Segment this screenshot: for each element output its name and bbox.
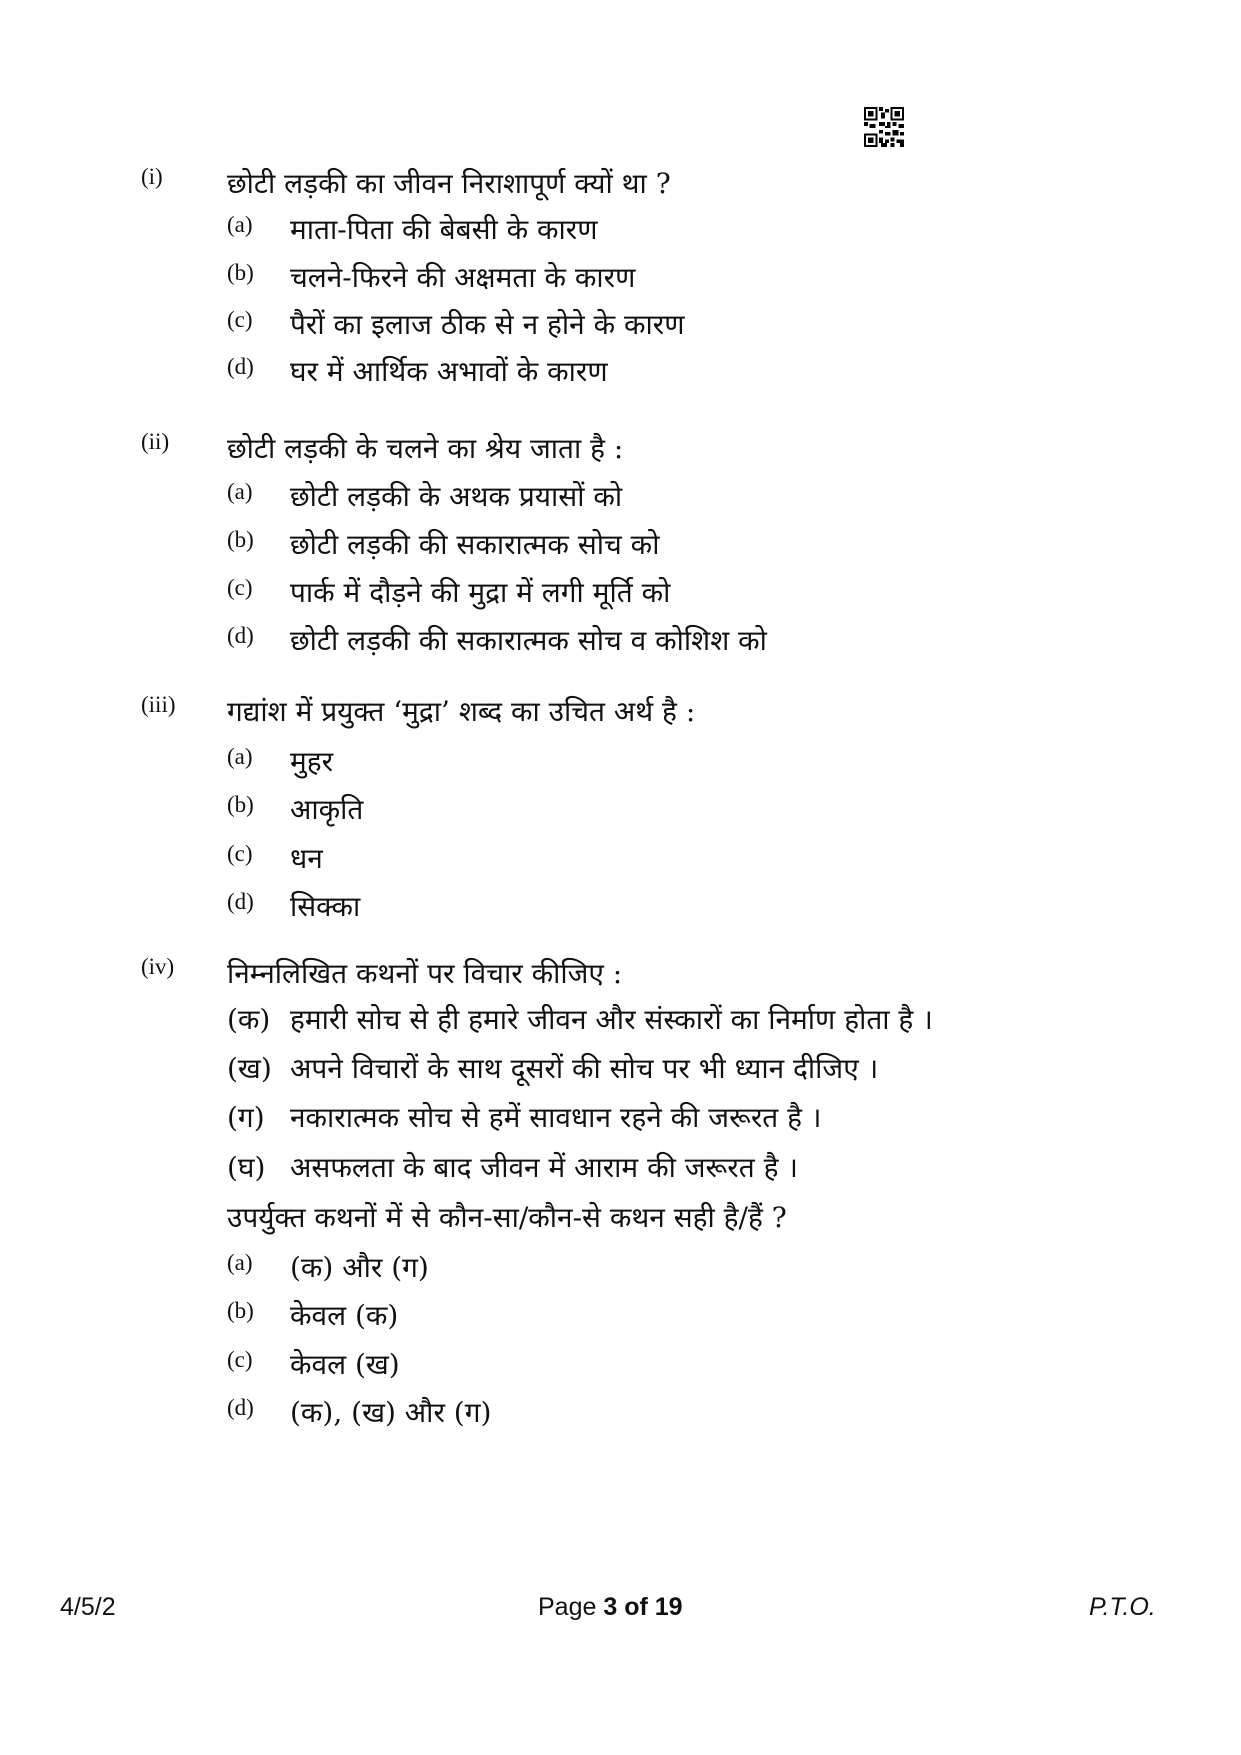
statement-ka bbox=[227, 1000, 1227, 1040]
option-text: घर में आर्थिक अभावों के कारण bbox=[290, 355, 608, 388]
option-label: (c) bbox=[227, 841, 253, 866]
page-prefix: Page bbox=[538, 1593, 597, 1621]
option-text: छोटी लड़की की सकारात्मक सोच व कोशिश को bbox=[290, 624, 767, 657]
question-stem: गद्यांश में प्रयुक्त ‘मुद्रा’ शब्द का उचित अर्थ है : bbox=[227, 695, 696, 728]
question-number: (iv) bbox=[141, 954, 175, 979]
question-number: (iii) bbox=[141, 692, 176, 717]
statement-label: (घ) bbox=[227, 1151, 266, 1184]
statement-text: असफलता के बाद जीवन में आराम की जरूरत है । bbox=[290, 1151, 798, 1184]
option-label: (a) bbox=[227, 212, 253, 237]
option-a bbox=[227, 210, 1127, 250]
option-text: (क), (ख) और (ग) bbox=[290, 1396, 492, 1429]
option-c bbox=[227, 1345, 1127, 1385]
statement-text: नकारात्मक सोच से हमें सावधान रहने की जरूरत है । bbox=[290, 1101, 822, 1134]
statement-kha bbox=[227, 1049, 1227, 1089]
option-text: केवल (क) bbox=[290, 1299, 399, 1332]
option-b bbox=[227, 1296, 1127, 1336]
option-text: पार्क में दौड़ने की मुद्रा में लगी मूर्ति को bbox=[290, 576, 671, 609]
option-text: पैरों का इलाज ठीक से न होने के कारण bbox=[290, 308, 685, 341]
option-label: (a) bbox=[227, 744, 253, 769]
qr-code-icon bbox=[864, 107, 904, 147]
option-text: आकृति bbox=[290, 793, 364, 826]
question-stem: निम्नलिखित कथनों पर विचार कीजिए : bbox=[227, 957, 623, 990]
option-text: धन bbox=[290, 842, 323, 875]
question-prompt: उपर्युक्त कथनों में से कौन-सा/कौन-से कथन सही है/हैं ? bbox=[227, 1201, 787, 1234]
statement-text: अपने विचारों के साथ दूसरों की सोच पर भी ध्यान दीजिए । bbox=[290, 1052, 879, 1085]
page-total: 19 bbox=[654, 1593, 683, 1621]
option-text: चलने-फिरने की अक्षमता के कारण bbox=[290, 261, 636, 294]
question-number: (i) bbox=[141, 164, 163, 189]
option-c bbox=[227, 839, 1127, 879]
option-d bbox=[227, 352, 1127, 392]
option-label: (b) bbox=[227, 527, 254, 552]
pto-label: P.T.O. bbox=[1089, 1593, 1156, 1621]
question-stem: छोटी लड़की के चलने का श्रेय जाता है : bbox=[227, 432, 624, 465]
option-text: मुहर bbox=[290, 745, 334, 778]
statement-gha bbox=[227, 1148, 1227, 1188]
option-label: (d) bbox=[227, 1395, 254, 1420]
option-a bbox=[227, 1248, 1127, 1288]
page-indicator bbox=[538, 1593, 683, 1622]
option-c bbox=[227, 573, 1127, 613]
option-c bbox=[227, 305, 1127, 345]
page-number: 3 bbox=[603, 1593, 618, 1621]
statement-label: (ग) bbox=[227, 1101, 265, 1134]
option-text: केवल (ख) bbox=[290, 1348, 400, 1381]
option-b bbox=[227, 790, 1127, 830]
option-label: (b) bbox=[227, 260, 254, 285]
option-d bbox=[227, 887, 1127, 927]
statement-ga bbox=[227, 1098, 1227, 1138]
option-label: (d) bbox=[227, 889, 254, 914]
option-label: (d) bbox=[227, 354, 254, 379]
page-of: of bbox=[624, 1593, 648, 1621]
option-b bbox=[227, 525, 1127, 565]
option-d bbox=[227, 1393, 1127, 1433]
statement-label: (क) bbox=[227, 1003, 271, 1036]
statement-label: (ख) bbox=[227, 1052, 272, 1085]
question-stem: छोटी लड़की का जीवन निराशापूर्ण क्यों था ? bbox=[227, 167, 671, 200]
option-text: सिक्का bbox=[290, 890, 361, 923]
option-d bbox=[227, 621, 1127, 661]
option-a bbox=[227, 742, 1127, 782]
option-label: (a) bbox=[227, 1250, 253, 1275]
option-label: (d) bbox=[227, 623, 254, 648]
option-b bbox=[227, 258, 1127, 298]
option-text: छोटी लड़की की सकारात्मक सोच को bbox=[290, 528, 660, 561]
question-number: (ii) bbox=[141, 429, 170, 454]
option-label: (a) bbox=[227, 479, 253, 504]
option-label: (c) bbox=[227, 307, 253, 332]
option-text: (क) और (ग) bbox=[290, 1251, 429, 1284]
option-text: माता-पिता की बेबसी के कारण bbox=[290, 213, 598, 246]
option-a bbox=[227, 477, 1127, 517]
statement-text: हमारी सोच से ही हमारे जीवन और संस्कारों का निर्माण होता है । bbox=[290, 1003, 933, 1036]
option-label: (b) bbox=[227, 1298, 254, 1323]
option-label: (c) bbox=[227, 1347, 253, 1372]
paper-code: 4/5/2 bbox=[60, 1593, 116, 1621]
option-label: (b) bbox=[227, 792, 254, 817]
option-text: छोटी लड़की के अथक प्रयासों को bbox=[290, 480, 623, 513]
option-label: (c) bbox=[227, 575, 253, 600]
